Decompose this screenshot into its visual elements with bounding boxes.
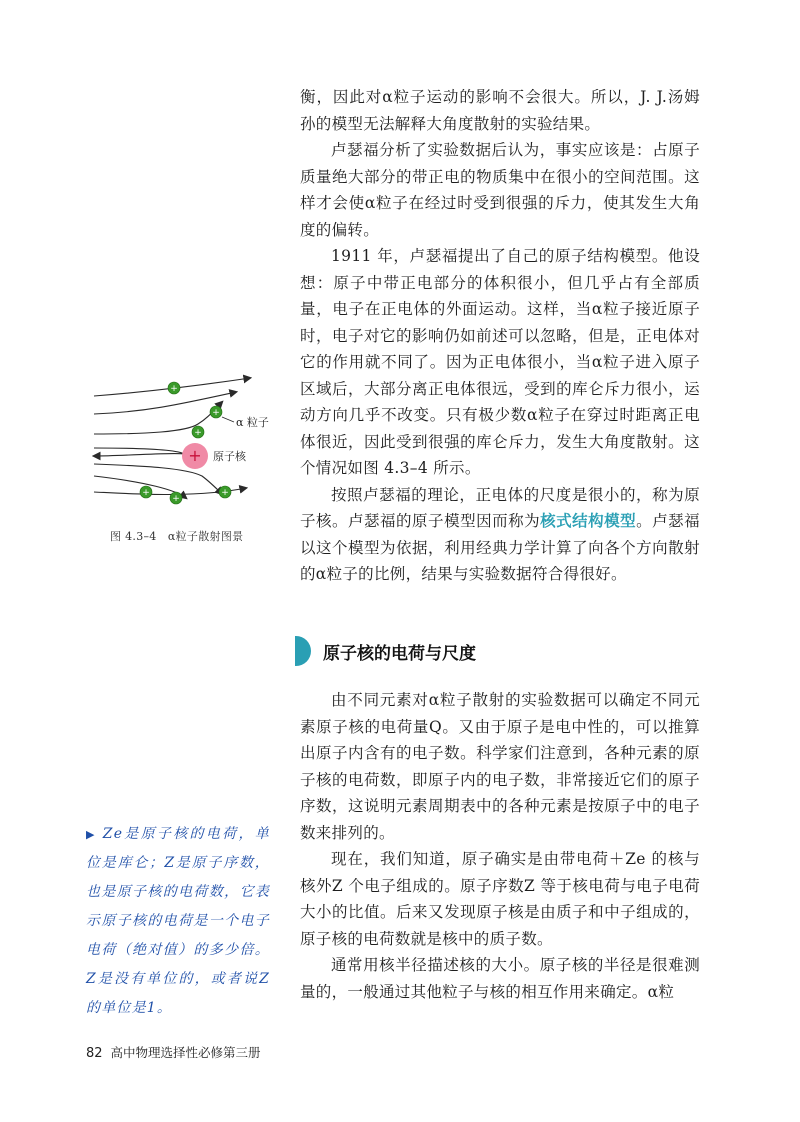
main-text-bottom (300, 687, 700, 1005)
side-note (86, 820, 270, 1023)
svg-text:+: + (194, 428, 202, 438)
page-footer (86, 1043, 261, 1061)
side-note-text: Ze是原子核的电荷，单位是库仑；Z是原子序数，也是原子核的电荷数，它表示原子核的电荷是一个电子电荷（绝对值）的多少倍。Z是没有单位的，或者说Z的单位是1。 (86, 826, 270, 1016)
section-heading (295, 636, 476, 666)
book-title: 高中物理选择性必修第三册 (110, 1045, 261, 1060)
plus-sign: + (188, 446, 202, 465)
text-run: 。卢瑟福以这个模型为依据，利用经典力学计算了向各个方向散射的α粒子的比例，结果与实验数据符合得很好。 (300, 512, 700, 583)
label-nucleus: 原子核 (213, 450, 246, 463)
keyword-nuclear-model: 核式结构模型 (540, 512, 637, 530)
right-triangle-icon: ▶ (86, 828, 97, 841)
paragraph: 现在，我们知道，原子确实是由带电荷＋Ze 的核与核外Z 个电子组成的。原子序数Z 等于核电荷与电子电荷大小的比值。后来又发现原子核是由质子和中子组成的，原子核的电荷数就是核中的质子数。 (300, 850, 700, 948)
nucleus (182, 443, 208, 469)
paragraph-nucleus (300, 482, 700, 588)
label-leader-line (222, 417, 234, 422)
svg-text:+: + (212, 408, 220, 418)
figure-caption: 图 4.3–4 α粒子散射图景 (110, 530, 244, 543)
alpha-tracks (94, 378, 250, 498)
alpha-track (94, 448, 184, 456)
main-text-top (300, 84, 700, 588)
scattering-figure (86, 372, 286, 512)
paragraph: 1911 年，卢瑟福提出了自己的原子结构模型。他设想：原子中带正电部分的体积很小，但几乎占有全部质量，电子在正电体的外面运动。这样，当α粒子接近原子时，电子对它的影响仍如前述可以忽略，但是，正电体对它的作用就不同了。因为正电体很小，当α粒子进入原子区域后，大部分离正电体很远，受到的库仑斥力很小，运动方向几乎不改变。只有极少数α粒子在穿过时距离正电体很近，因此受到很强的库仑斥力，发生大角度散射。这个情况如图 4.3–4 所示。 (300, 247, 700, 477)
svg-text:+: + (170, 384, 178, 394)
label-alpha: α 粒子 (236, 416, 269, 429)
paragraph: 由不同元素对α粒子散射的实验数据可以确定不同元素原子核的电荷量Q。又由于原子是电中性的，可以推算出原子内含有的电子数。科学家们注意到，各种元素的原子核的电荷数，即原子内的电子数，非常接近它们的原子序数，这说明元素周期表中的各种元素是按原子中的电子数来排列的。 (300, 691, 700, 842)
alpha-track (94, 464, 222, 494)
paragraph: 通常用核半径描述核的大小。原子核的半径是很难测量的，一般通过其他粒子与核的相互作用来确定。α粒 (300, 956, 700, 1001)
paragraph: 衡，因此对α粒子运动的影响不会很大。所以，J. J.汤姆孙的模型无法解释大角度散射的实验结果。 (300, 88, 700, 133)
svg-text:+: + (221, 488, 229, 498)
page-number: 82 (86, 1046, 103, 1061)
svg-text:+: + (172, 494, 180, 504)
text-run: 按照卢瑟福的理论，正电体的尺度是很小的，称为原子核。卢瑟福的原子模型因而称为 (300, 485, 700, 530)
section-marker-icon (295, 636, 311, 666)
paragraph: 卢瑟福分析了实验数据后认为，事实应该是：占原子质量绝大部分的带正电的物质集中在很小的空间范围。这样才会使α粒子在经过时受到很强的斥力，使其发生大角度的偏转。 (300, 141, 700, 239)
scattering-diagram (86, 372, 286, 512)
svg-text:+: + (142, 488, 150, 498)
section-title: 原子核的电荷与尺度 (323, 643, 476, 664)
